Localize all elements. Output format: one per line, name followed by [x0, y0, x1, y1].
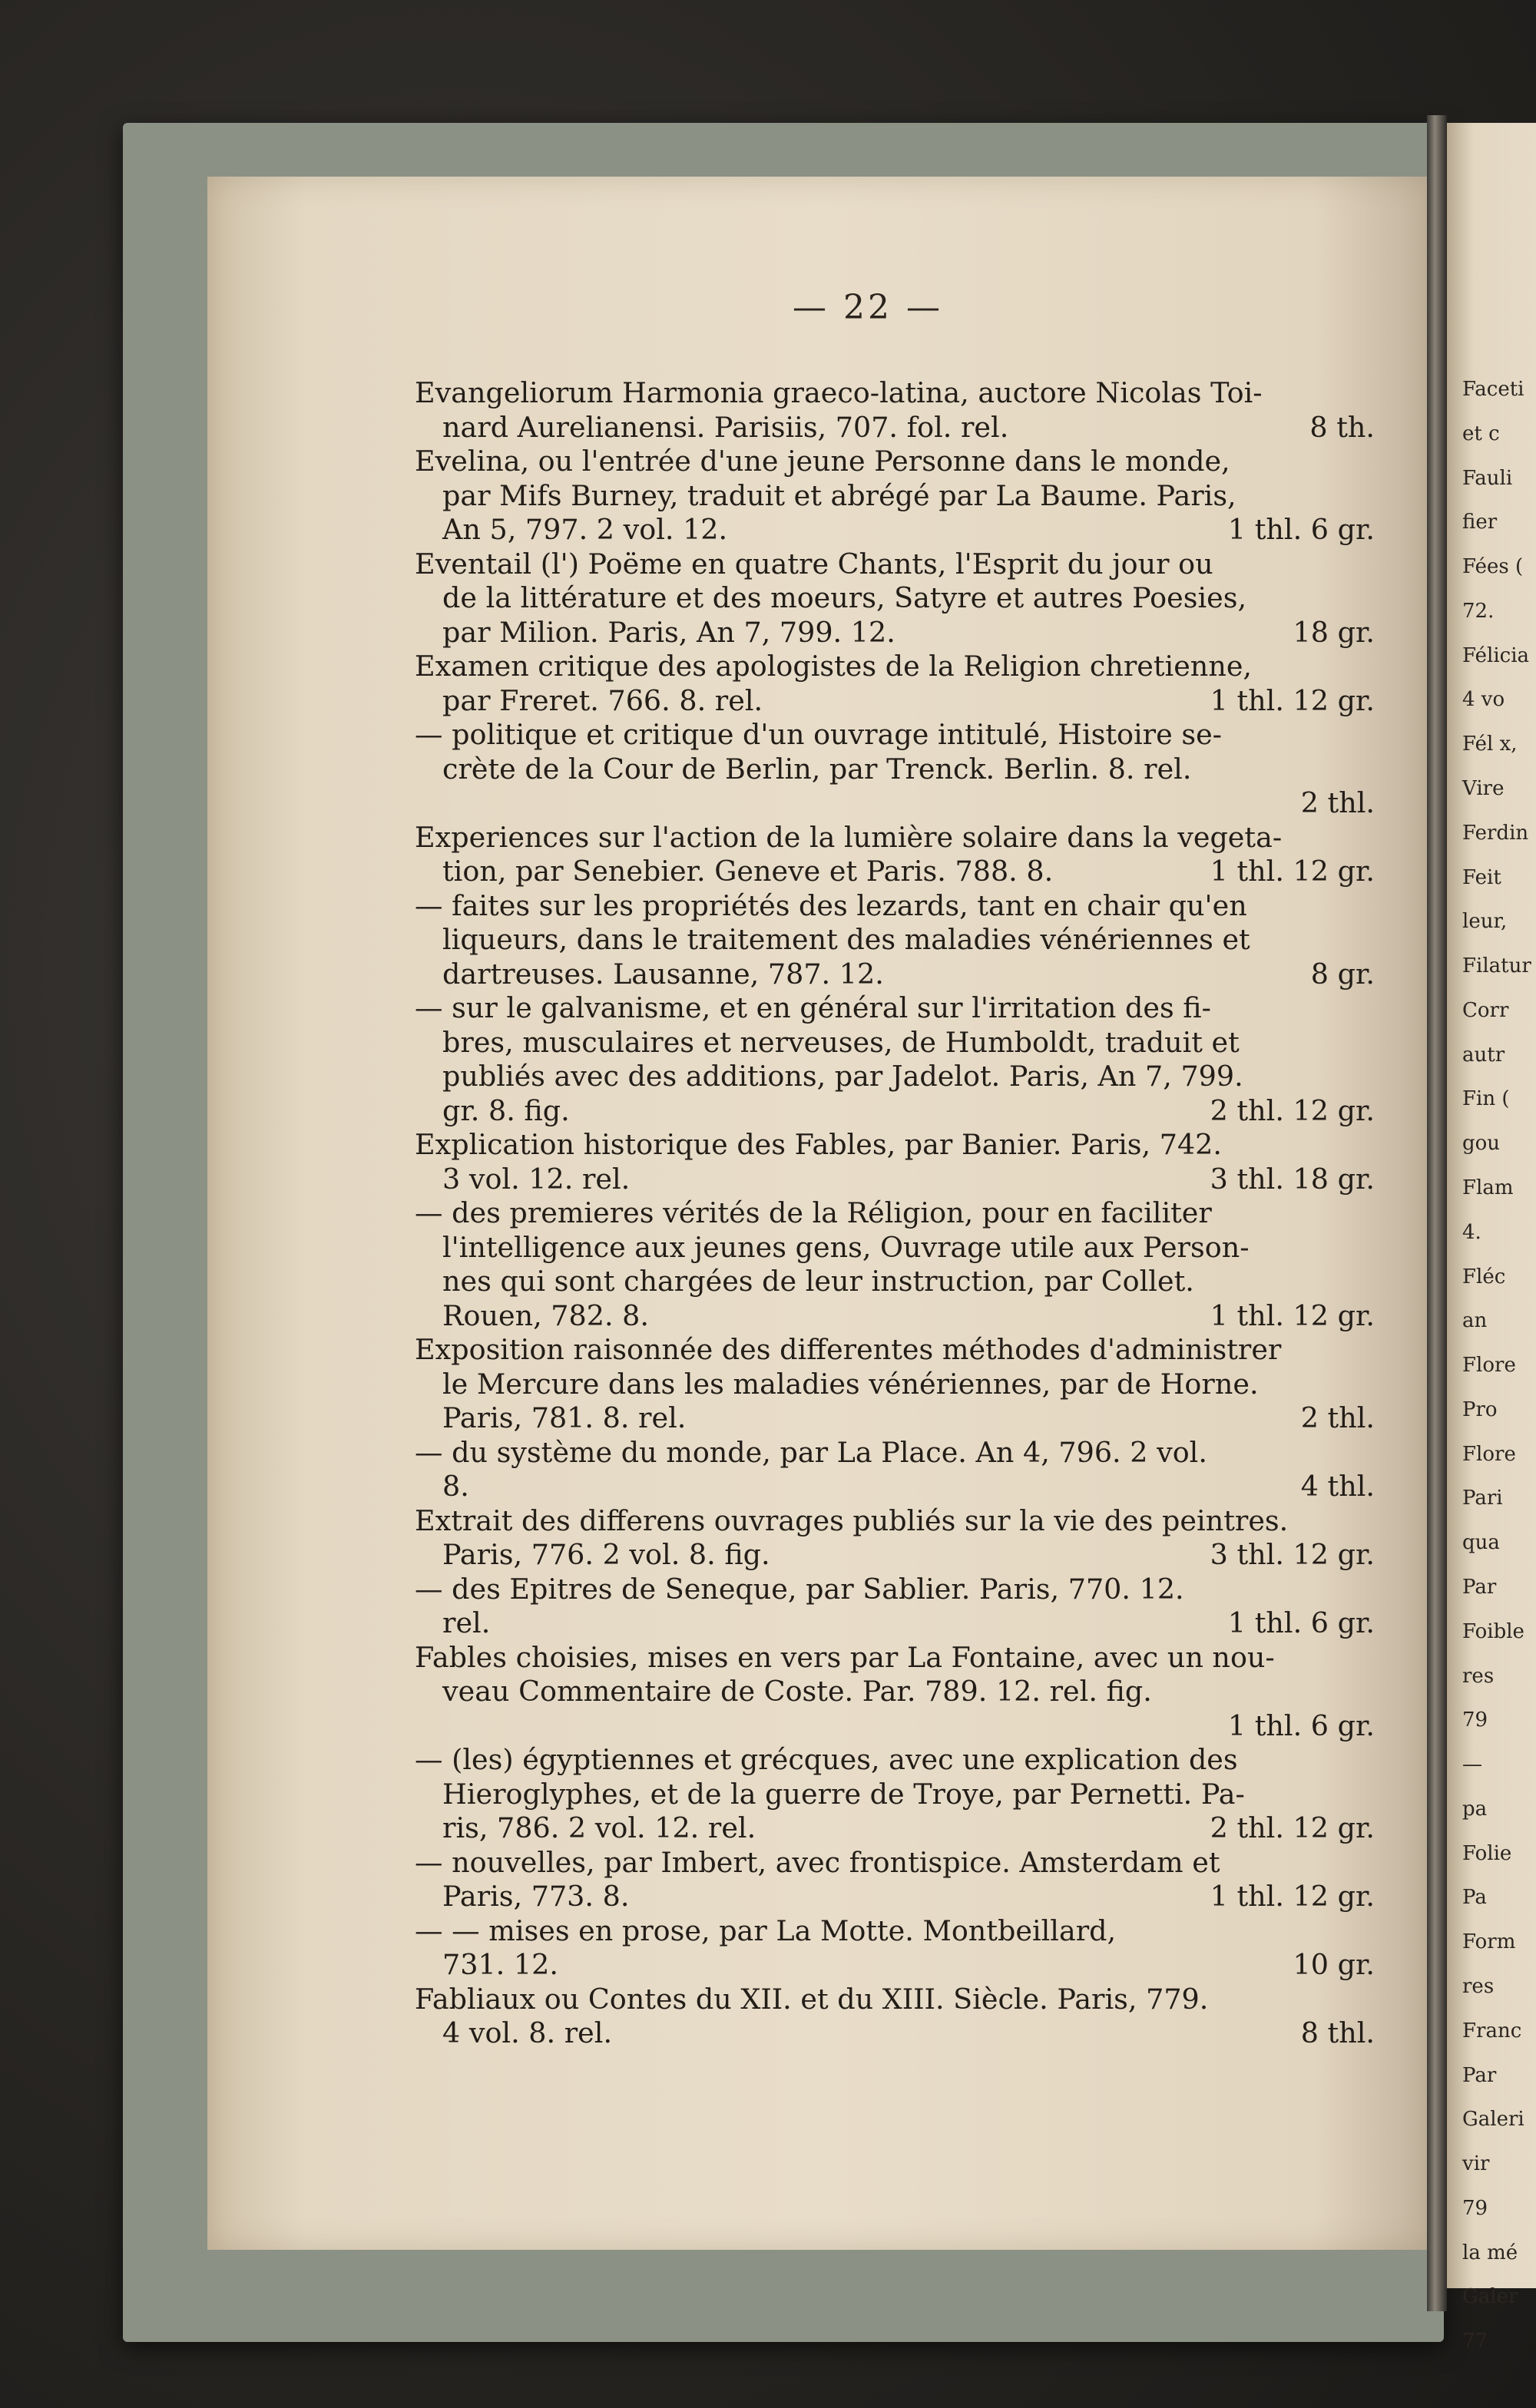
- right-page-fragment: Pari: [1462, 1487, 1503, 1510]
- entry-text: nard Aurelianensi. Parisiis, 707. fol. rel.: [442, 410, 1009, 444]
- entry-text: le Mercure dans les maladies vénériennes, par de Horne.: [442, 1367, 1259, 1401]
- right-page-fragment: Galer: [1462, 2285, 1518, 2309]
- right-page-fragment: 4.: [1462, 1220, 1481, 1244]
- right-page-fragment: Filatur: [1462, 954, 1531, 978]
- catalog-line: [415, 1880, 1375, 1914]
- entry-text: ris, 786. 2 vol. 12. rel.: [442, 1811, 756, 1844]
- entry-text: — faites sur les propriétés des lezards, tant en chair qu'en: [415, 888, 1247, 922]
- right-page-fragment: 79: [1462, 2196, 1488, 2220]
- entry-text: liqueurs, dans le traitement des maladies vénériennes et: [442, 923, 1250, 956]
- catalog-line: [415, 581, 1375, 616]
- entry-text: Paris, 781. 8. rel.: [442, 1401, 687, 1434]
- entry-text: Extrait des differens ouvrages publiés sur la vie des peintres.: [415, 1503, 1289, 1537]
- catalog-line: [415, 1470, 1375, 1504]
- catalog-line: [415, 1231, 1375, 1265]
- right-page-fragment: Faceti: [1462, 378, 1524, 401]
- right-page-fragment: Félicia: [1462, 643, 1530, 667]
- catalog-line: [415, 2016, 1375, 2051]
- right-page-fragment: res: [1462, 1975, 1495, 1998]
- catalog-line: [415, 1094, 1375, 1129]
- entry-text: — — mises en prose, par La Motte. Montbeillard,: [415, 1914, 1117, 1947]
- entry-text: rel.: [442, 1606, 491, 1639]
- entry-text: Examen critique des apologistes de la Religion chretienne,: [415, 650, 1253, 683]
- entry-text: — du système du monde, par La Place. An 4, 796. 2 vol.: [415, 1435, 1207, 1469]
- entry-text: par Milion. Paris, An 7, 799. 12.: [442, 615, 895, 649]
- catalog-line: [415, 1436, 1375, 1470]
- catalog-line: [415, 1606, 1375, 1641]
- entry-text: Exposition raisonnée des differentes méthodes d'administrer: [415, 1333, 1282, 1366]
- catalog-line: [415, 1675, 1375, 1709]
- book-gutter: [1427, 115, 1447, 2311]
- entry-price: 1 thl. 12 gr.: [1210, 1880, 1375, 1913]
- entry-price: 8 gr.: [1310, 957, 1375, 991]
- entry-text: Rouen, 782. 8.: [442, 1298, 649, 1332]
- entry-text: — des Epitres de Seneque, par Sablier. Paris, 770. 12.: [415, 1572, 1184, 1606]
- catalog-line: [415, 1573, 1375, 1607]
- catalog-line: [415, 513, 1375, 547]
- entry-price: 2 thl. 12 gr.: [1210, 1811, 1375, 1844]
- right-page-fragment: pa: [1462, 1797, 1488, 1821]
- right-page-fragment: leur,: [1462, 910, 1508, 934]
- catalog-line: [415, 923, 1375, 958]
- right-page-fragment: gou: [1462, 1132, 1501, 1156]
- entry-text: An 5, 797. 2 vol. 12.: [442, 513, 728, 546]
- right-page-fragment: Fées (: [1462, 555, 1524, 579]
- right-page-fragment: la mé: [1462, 2241, 1518, 2264]
- right-page-fragment: Flore: [1462, 1442, 1516, 1466]
- entry-price: 2 thl.: [1300, 786, 1375, 819]
- entry-text: de la littérature et des moeurs, Satyre et autres Poesies,: [442, 581, 1247, 614]
- right-page-fragment: res: [1462, 1664, 1495, 1688]
- catalog-line: [415, 1265, 1375, 1299]
- right-page-fragment: Fin (: [1462, 1087, 1510, 1111]
- catalog-line: [415, 1196, 1375, 1231]
- page-number: — 22 —: [793, 288, 943, 327]
- entry-text: veau Commentaire de Coste. Par. 789. 12. rel. fig.: [442, 1675, 1152, 1708]
- catalog-entries: [415, 376, 1375, 2051]
- right-page-fragment: 4 vo: [1462, 688, 1505, 712]
- entry-price: 10 gr.: [1293, 1948, 1375, 1981]
- right-page-fragment: Pro: [1462, 1398, 1498, 1421]
- right-page-fragment: Folie: [1462, 1841, 1512, 1865]
- catalog-line: [415, 479, 1375, 514]
- catalog-line: [415, 1163, 1375, 1197]
- entry-text: 3 vol. 12. rel.: [442, 1162, 631, 1196]
- entry-price: 3 thl. 12 gr.: [1210, 1538, 1375, 1571]
- right-page-fragment: —: [1462, 1753, 1482, 1777]
- right-page-fragment: Galeri: [1462, 2108, 1524, 2132]
- catalog-line: [415, 650, 1375, 684]
- right-page-fragment: Form: [1462, 1930, 1516, 1954]
- entry-text: Hieroglyphes, et de la guerre de Troye, par Pernetti. Pa-: [442, 1777, 1245, 1811]
- catalog-line: [415, 376, 1375, 411]
- entry-price: 2 thl. 12 gr.: [1210, 1093, 1375, 1127]
- catalog-line: [415, 411, 1375, 445]
- right-page-fragment: et c: [1462, 422, 1500, 445]
- catalog-line: [415, 684, 1375, 719]
- entry-text: Eventail (l') Poëme en quatre Chants, l'Esprit du jour ou: [415, 547, 1213, 580]
- catalog-line: [415, 616, 1375, 650]
- right-page-fragment: Vire: [1462, 777, 1505, 800]
- catalog-line: [415, 991, 1375, 1026]
- catalog-line: [415, 855, 1375, 889]
- right-page-fragment: Franc: [1462, 2019, 1522, 2043]
- right-page-fragment: fier: [1462, 511, 1498, 534]
- right-page-fragment: Pa: [1462, 1886, 1487, 1910]
- catalog-line: [415, 821, 1375, 855]
- right-page-fragment: Ferdin: [1462, 821, 1529, 845]
- entry-text: bres, musculaires et nerveuses, de Humboldt, traduit et: [442, 1025, 1240, 1059]
- catalog-line: [415, 1026, 1375, 1060]
- entry-price: 3 thl. 18 gr.: [1210, 1162, 1375, 1196]
- catalog-line: [415, 547, 1375, 582]
- entry-text: Paris, 776. 2 vol. 8. fig.: [442, 1538, 770, 1571]
- catalog-line: [415, 1128, 1375, 1163]
- entry-price: 1 thl. 12 gr.: [1210, 1298, 1375, 1332]
- entry-price: 1 thl. 6 gr.: [1227, 1606, 1375, 1639]
- entry-price: 2 thl.: [1300, 1401, 1375, 1434]
- catalog-line: [415, 1846, 1375, 1880]
- right-page-fragment: Flore: [1462, 1354, 1516, 1378]
- catalog-line: [415, 1299, 1375, 1334]
- catalog-line: [415, 1333, 1375, 1368]
- entry-text: Evangeliorum Harmonia graeco-latina, auctore Nicolas Toi-: [415, 376, 1263, 409]
- catalog-line: [415, 1709, 1375, 1744]
- entry-text: 8.: [442, 1470, 469, 1503]
- catalog-line: [415, 1914, 1375, 1949]
- right-page-fragment: an: [1462, 1309, 1488, 1333]
- entry-text: par Freret. 766. 8. rel.: [442, 683, 763, 717]
- right-page-fragment: Par: [1462, 2063, 1497, 2087]
- entry-text: crète de la Cour de Berlin, par Trenck. Berlin. 8. rel.: [442, 752, 1192, 786]
- entry-text: Fabliaux ou Contes du XII. et du XIII. Siècle. Paris, 779.: [415, 1982, 1209, 2016]
- catalog-line: [415, 1641, 1375, 1675]
- entry-price: 4 thl.: [1300, 1470, 1375, 1503]
- right-page-fragment: Corr: [1462, 998, 1509, 1022]
- right-page-fragment: 77: [1462, 2330, 1488, 2353]
- entry-text: nes qui sont chargées de leur instruction, par Collet.: [442, 1265, 1194, 1298]
- catalog-line: [415, 958, 1375, 992]
- right-page-fragment: 79: [1462, 1708, 1488, 1732]
- catalog-line: [415, 1401, 1375, 1436]
- entry-text: gr. 8. fig.: [442, 1093, 570, 1127]
- right-page-fragment: Flam: [1462, 1176, 1514, 1199]
- entry-text: Paris, 773. 8.: [442, 1880, 630, 1913]
- entry-text: — sur le galvanisme, et en général sur l'irritation des fi-: [415, 991, 1211, 1024]
- entry-price: 1 thl. 6 gr.: [1227, 513, 1375, 546]
- entry-text: — politique et critique d'un ouvrage intitulé, Histoire se-: [415, 718, 1222, 751]
- right-page-fragment: autr: [1462, 1043, 1505, 1067]
- entry-price: 8 th.: [1309, 410, 1375, 444]
- catalog-line: [415, 1538, 1375, 1573]
- entry-text: Fables choisies, mises en vers par La Fontaine, avec un nou-: [415, 1640, 1275, 1674]
- right-page-fragment: Fél x,: [1462, 733, 1518, 756]
- entry-price: 8 thl.: [1300, 2016, 1375, 2049]
- right-page-fragment: qua: [1462, 1531, 1500, 1555]
- entry-price: 18 gr.: [1293, 615, 1375, 649]
- catalog-line: [415, 445, 1375, 479]
- entry-text: par Mifs Burney, traduit et abrégé par La Baume. Paris,: [442, 478, 1236, 512]
- entry-text: dartreuses. Lausanne, 787. 12.: [442, 957, 884, 991]
- catalog-line: [415, 1368, 1375, 1402]
- entry-price: 1 thl. 12 gr.: [1210, 683, 1375, 717]
- right-page-fragment: Fléc: [1462, 1265, 1506, 1288]
- catalog-line: [415, 718, 1375, 752]
- right-page-fragment: Fauli: [1462, 466, 1513, 490]
- right-page-fragment: 72.: [1462, 599, 1495, 623]
- entry-text: — (les) égyptiennes et grécques, avec une explication des: [415, 1743, 1238, 1776]
- right-page-fragment: Par: [1462, 1576, 1497, 1599]
- catalog-line: [415, 752, 1375, 787]
- book-page-right: [1447, 123, 1536, 2353]
- catalog-line: [415, 1743, 1375, 1778]
- right-page-fragment: Foible: [1462, 1619, 1524, 1643]
- catalog-line: [415, 1948, 1375, 1983]
- entry-text: 4 vol. 8. rel.: [442, 2016, 613, 2049]
- entry-text: l'intelligence aux jeunes gens, Ouvrage utile aux Person-: [442, 1230, 1250, 1264]
- entry-text: Experiences sur l'action de la lumière solaire dans la vegeta-: [415, 820, 1283, 854]
- entry-price: 1 thl. 12 gr.: [1210, 855, 1375, 888]
- catalog-line: [415, 1778, 1375, 1812]
- entry-text: Explication historique des Fables, par Banier. Paris, 742.: [415, 1128, 1222, 1161]
- catalog-line: [415, 1504, 1375, 1539]
- catalog-line: [415, 889, 1375, 924]
- right-page-fragment: Feit: [1462, 865, 1501, 889]
- entry-text: 731. 12.: [442, 1948, 558, 1981]
- entry-text: publiés avec des additions, par Jadelot. Paris, An 7, 799.: [442, 1060, 1243, 1093]
- entry-price: 1 thl. 6 gr.: [1227, 1708, 1375, 1742]
- catalog-line: [415, 1811, 1375, 1846]
- catalog-line: [415, 1983, 1375, 2017]
- catalog-line: [415, 786, 1375, 821]
- entry-text: — nouvelles, par Imbert, avec frontispice. Amsterdam et: [415, 1845, 1220, 1879]
- entry-text: Evelina, ou l'entrée d'une jeune Personne dans le monde,: [415, 445, 1230, 478]
- entry-text: tion, par Senebier. Geneve et Paris. 788. 8.: [442, 855, 1054, 888]
- entry-text: — des premieres vérités de la Réligion, pour en faciliter: [415, 1196, 1212, 1229]
- right-page-fragment: vir: [1462, 2152, 1490, 2176]
- catalog-line: [415, 1060, 1375, 1094]
